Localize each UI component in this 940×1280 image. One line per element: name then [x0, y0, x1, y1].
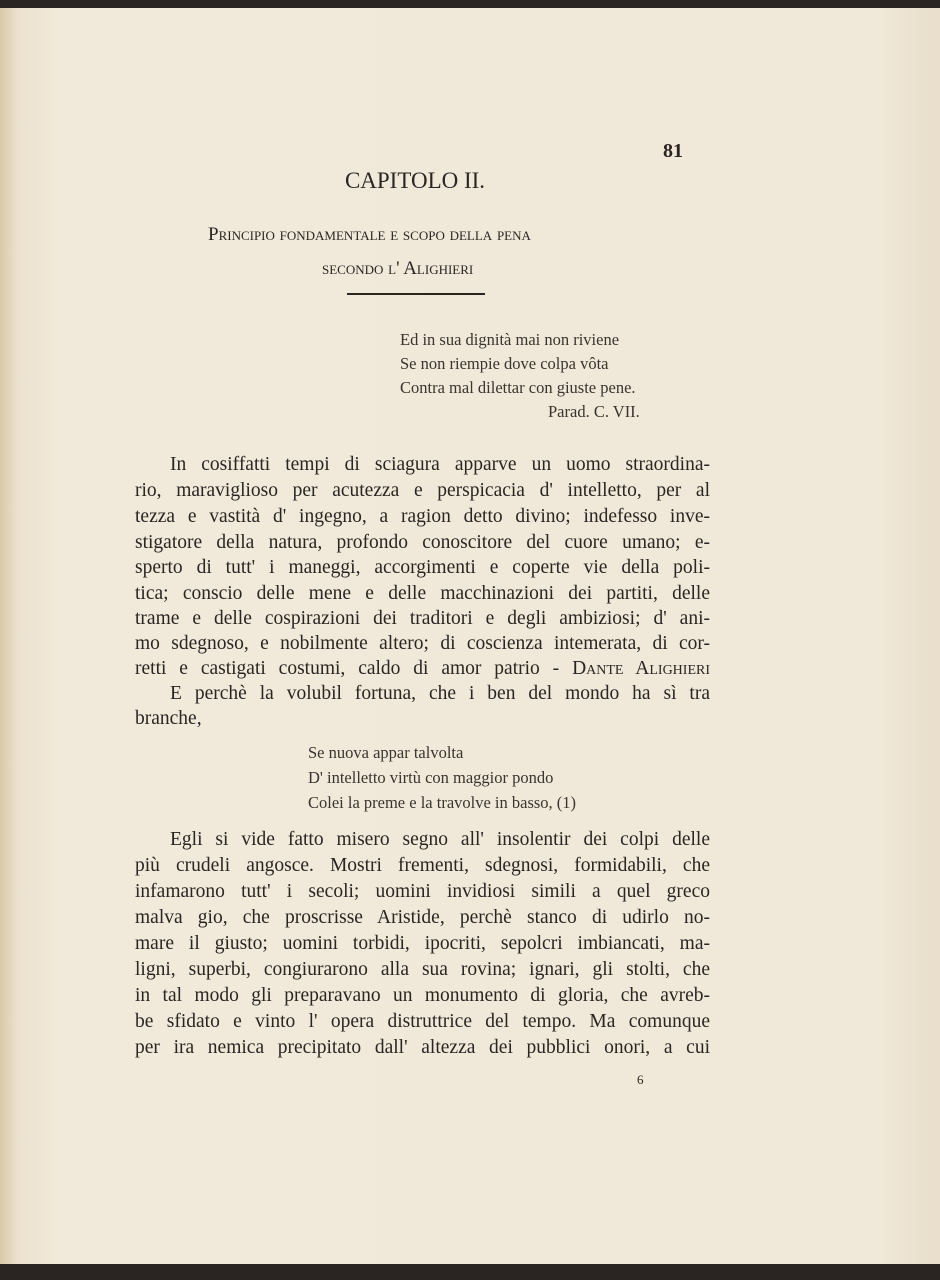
- chapter-subtitle-line-2: secondo l' Alighieri: [322, 258, 474, 279]
- book-page: [0, 8, 940, 1264]
- text-line: malva gio, che proscrisse Aristide, perchè stanco di udirlo no-: [135, 907, 710, 928]
- verse-line: Colei la preme e la travolve in basso, (1): [308, 793, 577, 812]
- text-line: Egli si vide fatto misero segno all' insolentir dei colpi delle: [170, 829, 710, 850]
- text-line: retti e castigati costumi, caldo di amor patrio - Dante Alighieri: [135, 658, 711, 679]
- verse-line: D' intelletto virtù con maggior pondo: [308, 768, 554, 787]
- title-rule: [347, 293, 485, 295]
- chapter-subtitle-line-1: Principio fondamentale e scopo della pena: [208, 224, 531, 245]
- text-line: trame e delle cospirazioni dei traditori e degli ambiziosi; d' ani-: [135, 608, 710, 629]
- chapter-title: CAPITOLO II.: [344, 168, 486, 193]
- text-line: più crudeli angosce. Mostri frementi, sdegnosi, formidabili, che: [135, 855, 710, 876]
- text-line: tica; conscio delle mene e delle macchinazioni dei partiti, delle: [135, 583, 710, 604]
- text-line: stigatore della natura, profondo conoscitore del cuore umano; e-: [135, 532, 710, 553]
- text-line: infamarono tutt' i secoli; uomini invidiosi simili a quel greco: [135, 881, 710, 902]
- author-name: Dante Alighieri: [572, 658, 711, 679]
- text-line: E perchè la volubil fortuna, che i ben del mondo ha sì tra: [170, 683, 710, 704]
- text-line: mo sdegnoso, e nobilmente altero; di coscienza intemerata, di cor-: [135, 633, 710, 654]
- text-line: per ira nemica precipitato dall' altezza dei pubblici onori, a cui: [135, 1037, 710, 1058]
- text-line: tezza e vastità d' ingegno, a ragion detto divino; indefesso inve-: [135, 506, 710, 527]
- signature-mark: 6: [637, 1072, 644, 1087]
- page-number: 81: [663, 140, 683, 162]
- verse-line: Se nuova appar talvolta: [308, 743, 464, 762]
- text-line: mare il giusto; uomini torbidi, ipocriti, sepolcri imbiancati, ma-: [135, 933, 710, 954]
- epigraph-source: Parad. C. VII.: [548, 402, 640, 421]
- text-line: branche,: [135, 708, 202, 729]
- text-line: be sfidato e vinto l' opera distruttrice del tempo. Ma comunque: [135, 1011, 710, 1032]
- epigraph-line: Ed in sua dignità mai non riviene: [400, 330, 620, 349]
- text-line: rio, maraviglioso per acutezza e perspicacia d' intelletto, per al: [135, 480, 710, 501]
- text-line: In cosiffatti tempi di sciagura apparve un uomo straordina-: [170, 454, 710, 475]
- epigraph-line: Se non riempie dove colpa vôta: [400, 354, 609, 373]
- text-line: ligni, superbi, congiurarono alla sua rovina; ignari, gli stolti, che: [135, 959, 710, 980]
- text-line: in tal modo gli preparavano un monumento di gloria, che avreb-: [135, 985, 710, 1006]
- text-line: sperto di tutt' i maneggi, accorgimenti e coperte vie della poli-: [135, 557, 710, 578]
- epigraph-line: Contra mal dilettar con giuste pene.: [400, 378, 636, 397]
